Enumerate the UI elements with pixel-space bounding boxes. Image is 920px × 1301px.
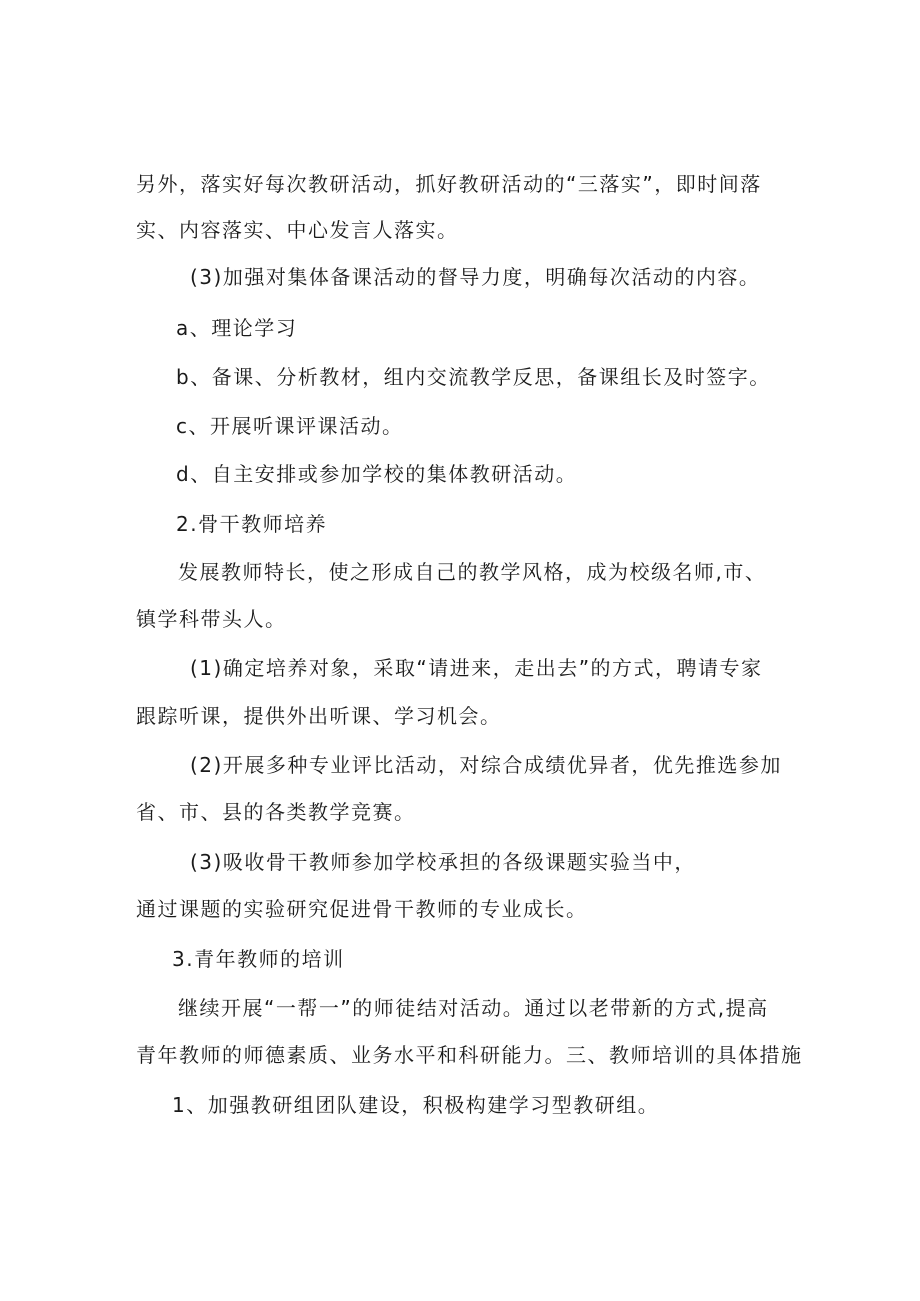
paragraph-line: (3)加强对集体备课活动的督导力度，明确每次活动的内容。 <box>190 265 761 289</box>
list-item: a、理论学习 <box>176 316 298 340</box>
paragraph-line: 1、加强教研组团队建设，积极构建学习型教研组。 <box>172 1093 660 1117</box>
section-heading: 3.青年教师的培训 <box>172 947 345 971</box>
paragraph-line: 镇学科带头人。 <box>136 607 287 631</box>
paragraph-line: 继续开展“一帮一”的师徒结对活动。通过以老带新的方式,提高 <box>178 996 769 1020</box>
paragraph-line: 实、内容落实、中心发言人落实。 <box>136 218 459 242</box>
paragraph-line: 省、市、县的各类教学竞赛。 <box>136 800 416 824</box>
list-item: d、自主安排或参加学校的集体教研活动。 <box>176 462 578 486</box>
section-heading: 2.骨干教师培养 <box>176 512 328 536</box>
paragraph-line: 另外，落实好每次教研活动，抓好教研活动的“三落实”，即时间落 <box>136 172 762 196</box>
paragraph-line: 跟踪听课，提供外出听课、学习机会。 <box>136 704 502 728</box>
paragraph-line: (3)吸收骨干教师参加学校承担的各级课题实验当中， <box>190 850 696 874</box>
list-item: c、开展听课评课活动。 <box>176 414 404 438</box>
paragraph-line: 通过课题的实验研究促进骨干教师的专业成长。 <box>136 897 588 921</box>
paragraph-line: 青年教师的师德素质、业务水平和科研能力。三、教师培训的具体措施 <box>136 1043 803 1067</box>
paragraph-line: (1)确定培养对象，采取“请进来，走出去”的方式，聘请专家 <box>190 656 763 680</box>
paragraph-line: 发展教师特长，使之形成自己的教学风格，成为校级名师,市、 <box>178 560 767 584</box>
paragraph-line: (2)开展多种专业评比活动，对综合成绩优异者，优先推选参加 <box>190 753 782 777</box>
list-item: b、备课、分析教材，组内交流教学反思，备课组长及时签字。 <box>176 365 771 389</box>
